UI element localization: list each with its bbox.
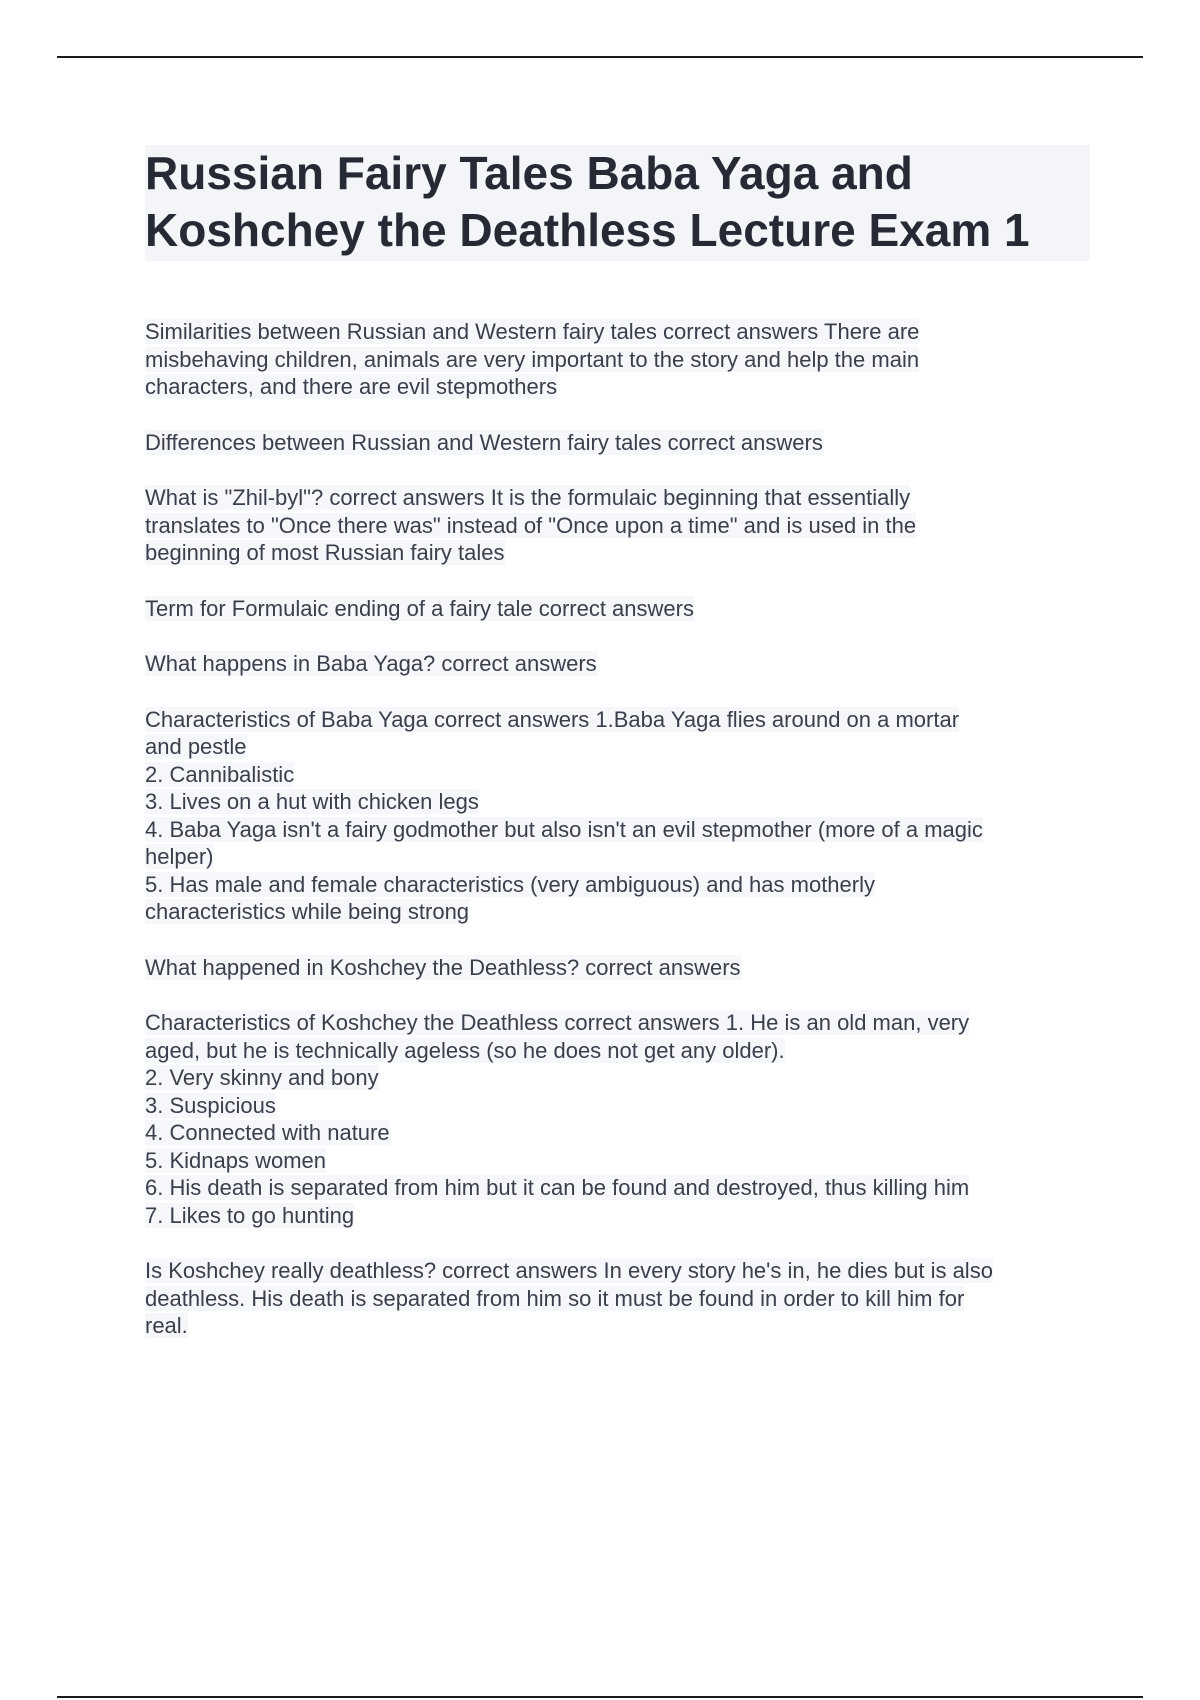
qa-line-text: 7. Likes to go hunting — [145, 1202, 355, 1228]
qa-line-text: misbehaving children, animals are very important to the story and help the main — [145, 346, 920, 372]
qa-line-text: 2. Very skinny and bony — [145, 1065, 379, 1090]
qa-line — [145, 706, 1090, 734]
qa-line-text: aged, but he is technically ageless (so he does not get any older). — [145, 1037, 785, 1063]
qa-line — [145, 1312, 1090, 1340]
qa-line — [145, 816, 1090, 844]
qa-item — [145, 706, 1090, 926]
qa-line-text: characteristics while being strong — [145, 899, 470, 924]
qa-line-text: and pestle — [145, 734, 247, 759]
qa-line-text: translates to "Once there was" instead of "Once upon a time" and is used in the — [145, 512, 917, 538]
page-title — [145, 145, 1090, 259]
document-body — [145, 145, 1090, 1368]
qa-line — [145, 346, 1090, 374]
qa-line-text: beginning of most Russian fairy tales — [145, 540, 505, 565]
qa-line — [145, 539, 1090, 567]
qa-line — [145, 1257, 1090, 1285]
qa-line — [145, 512, 1090, 540]
qa-line — [145, 1174, 1090, 1202]
qa-list — [145, 318, 1090, 1340]
qa-line — [145, 788, 1090, 816]
qa-line — [145, 1285, 1090, 1313]
title-block — [145, 145, 1090, 261]
qa-item — [145, 1009, 1090, 1229]
qa-line-text: helper) — [145, 844, 214, 869]
qa-line-text: Is Koshchey really deathless? correct answers In every story he's in, he dies but is also — [145, 1258, 993, 1283]
qa-line-text: Similarities between Russian and Western fairy tales correct answers There are — [145, 319, 920, 344]
qa-line — [145, 954, 1090, 982]
qa-item — [145, 595, 1090, 623]
qa-line-text: Characteristics of Koshchey the Deathless correct answers 1. He is an old man, very — [145, 1010, 970, 1035]
qa-line-text: 5. Kidnaps women — [145, 1147, 326, 1173]
qa-line-text: 3. Suspicious — [145, 1092, 276, 1118]
qa-line-text: 4. Baba Yaga isn't a fairy godmother but also isn't an evil stepmother (more of a magic — [145, 816, 983, 842]
qa-line-text: Differences between Russian and Western fairy tales correct answers — [145, 429, 823, 455]
qa-line — [145, 1064, 1090, 1092]
qa-line-text: 3. Lives on a hut with chicken legs — [145, 789, 479, 814]
top-rule — [57, 56, 1143, 58]
title-line: Koshchey the Deathless Lecture Exam 1 — [145, 204, 1030, 256]
qa-line — [145, 1147, 1090, 1175]
qa-line — [145, 733, 1090, 761]
qa-item — [145, 484, 1090, 567]
bottom-rule — [57, 1696, 1143, 1698]
qa-line — [145, 761, 1090, 789]
qa-line-text: 4. Connected with nature — [145, 1120, 390, 1145]
qa-line-text: What is "Zhil-byl"? correct answers It is the formulaic beginning that essentially — [145, 485, 911, 510]
qa-line — [145, 1009, 1090, 1037]
qa-line — [145, 429, 1090, 457]
qa-line — [145, 898, 1090, 926]
qa-line-text: 6. His death is separated from him but it can be found and destroyed, thus killing him — [145, 1175, 970, 1200]
qa-item — [145, 318, 1090, 401]
qa-item — [145, 1257, 1090, 1340]
qa-line-text: Term for Formulaic ending of a fairy tale correct answers — [145, 595, 694, 621]
qa-line-text: Characteristics of Baba Yaga correct answers 1.Baba Yaga flies around on a mortar — [145, 706, 960, 732]
qa-item — [145, 429, 1090, 457]
qa-line — [145, 1119, 1090, 1147]
qa-line-text: 5. Has male and female characteristics (very ambiguous) and has motherly — [145, 871, 875, 897]
qa-item — [145, 954, 1090, 982]
qa-line — [145, 871, 1090, 899]
qa-line-text: real. — [145, 1313, 188, 1338]
qa-line — [145, 373, 1090, 401]
qa-line — [145, 843, 1090, 871]
qa-line — [145, 1037, 1090, 1065]
qa-line-text: 2. Cannibalistic — [145, 761, 295, 787]
qa-line — [145, 484, 1090, 512]
qa-item — [145, 650, 1090, 678]
qa-line — [145, 650, 1090, 678]
qa-line-text: characters, and there are evil stepmothers — [145, 374, 558, 399]
qa-line — [145, 1092, 1090, 1120]
title-line: Russian Fairy Tales Baba Yaga and — [145, 147, 913, 199]
qa-line-text: What happens in Baba Yaga? correct answers — [145, 651, 597, 676]
qa-line — [145, 595, 1090, 623]
qa-line — [145, 318, 1090, 346]
qa-line-text: What happened in Koshchey the Deathless? correct answers — [145, 954, 741, 980]
qa-line — [145, 1202, 1090, 1230]
qa-line-text: deathless. His death is separated from him so it must be found in order to kill him for — [145, 1285, 965, 1311]
